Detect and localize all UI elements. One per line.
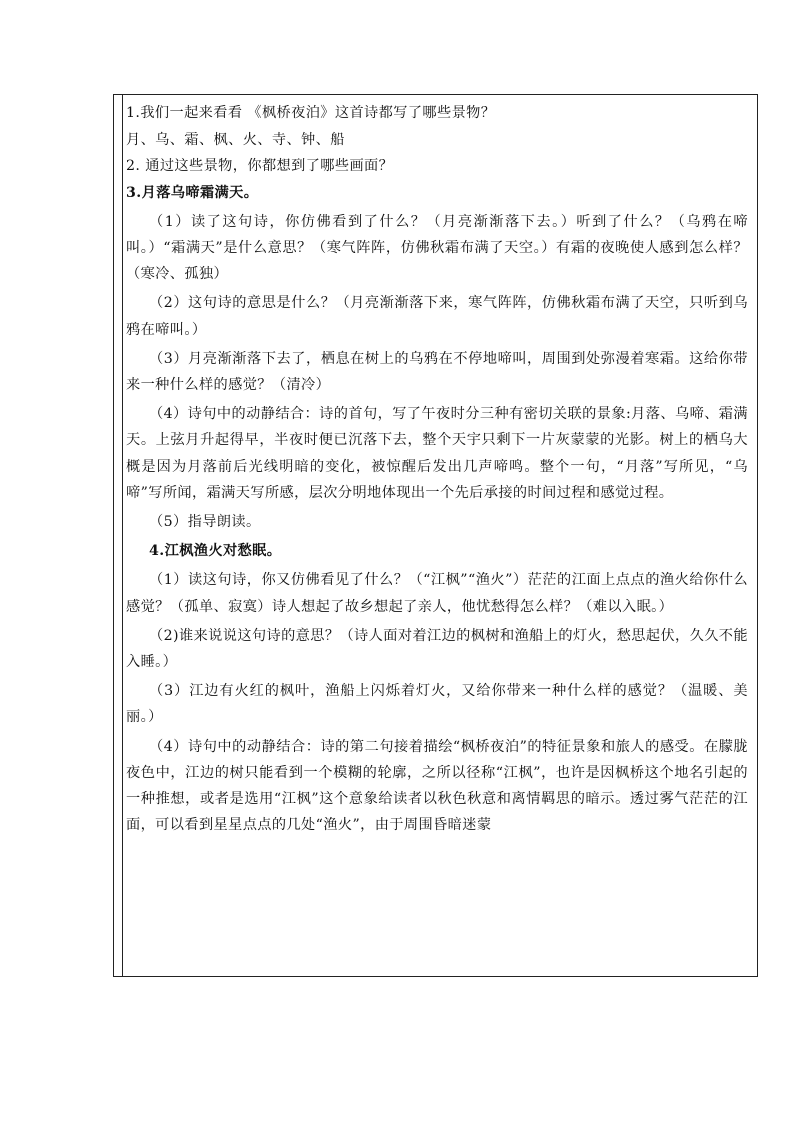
paragraph-4-3: （3）江边有火红的枫叶，渔船上闪烁着灯火，又给你带来一种什么样的感觉？（温暖、美丽。）: [126, 683, 748, 726]
paragraph-4-4: （4）诗句中的动静结合：诗的第二句接着描绘“枫桥夜泊”的特征景象和旅人的感受。在朦胧夜色中，江边的树只能看到一个模糊的轮廓，之所以径称“江枫”，也许是因枫桥这个地名引起的一种推想，或者是选用“江枫”这个意象给读者以秋色秋意和离情羁思的暗示。透过雾气茫茫的江面，可以看到星星点点的几处“渔火”，由于周围昏暗迷蒙: [126, 738, 748, 834]
paragraph-4-2: （2)谁来说说这句诗的意思？（诗人面对着江边的枫树和渔船上的灯火，愁思起伏，久久不能入睡。）: [126, 627, 748, 671]
paragraph-3-4: （4）诗句中的动静结合：诗的首句，写了午夜时分三种有密切关联的景象:月落、乌啼、霜满天。上弦月升起得早，半夜时便已沉落下去，整个天宇只剩下一片灰蒙蒙的光影。树上的栖乌大概是因为月落前后光线明暗的变化，被惊醒后发出几声啼鸣。整个一句，“月落”写所见，“乌啼”写所闻，霜满天写所感，层次分明地体现出一个先后承接的时间过程和感觉过程。: [126, 406, 748, 501]
heading-line-3: 3.月落乌啼霜满天。: [126, 184, 259, 201]
paragraph-3-1: （1）读了这句诗，你仿佛看到了什么？（月亮渐渐落下去。）听到了什么？（乌鸦在啼叫。）“霜满天”是什么意思？（寒气阵阵，仿佛秋霜布满了天空。）有霜的夜晚使人感到怎么样？（寒冷、孤独）: [126, 213, 748, 283]
question-2: 2. 通过这些景物，你都想到了哪些画面？: [126, 158, 394, 175]
heading-line-4: 4.江枫渔火对愁眠。: [149, 543, 282, 560]
paragraph-3-2: （2）这句诗的意思是什么？（月亮渐渐落下来，寒气阵阵，仿佛秋霜布满了天空，只听到乌鸦在啼叫。）: [126, 295, 748, 338]
lesson-text: [126, 100, 748, 838]
table-inner-border: [122, 95, 123, 976]
question-1: 1.我们一起来看看 《枫桥夜泊》这首诗都写了哪些景物？: [126, 105, 496, 121]
paragraph-3-5: （5）指导朗读。: [149, 514, 261, 531]
paragraph-3-3: （3）月亮渐渐落下去了，栖息在树上的乌鸦在不停地啼叫，周围到处弥漫着寒霜。这给你带来一种什么样的感觉？（清冷）: [126, 350, 748, 394]
paragraph-4-1: （1）读这句诗，你又仿佛看见了什么？（“江枫”“渔火”）茫茫的江面上点点的渔火给你什么感觉？（孤单、寂寞）诗人想起了故乡想起了亲人，他忧愁得怎么样？（难以入眠。）: [126, 572, 748, 615]
answer-1: 月、乌、霜、枫、火、寺、钟、船: [126, 132, 345, 149]
